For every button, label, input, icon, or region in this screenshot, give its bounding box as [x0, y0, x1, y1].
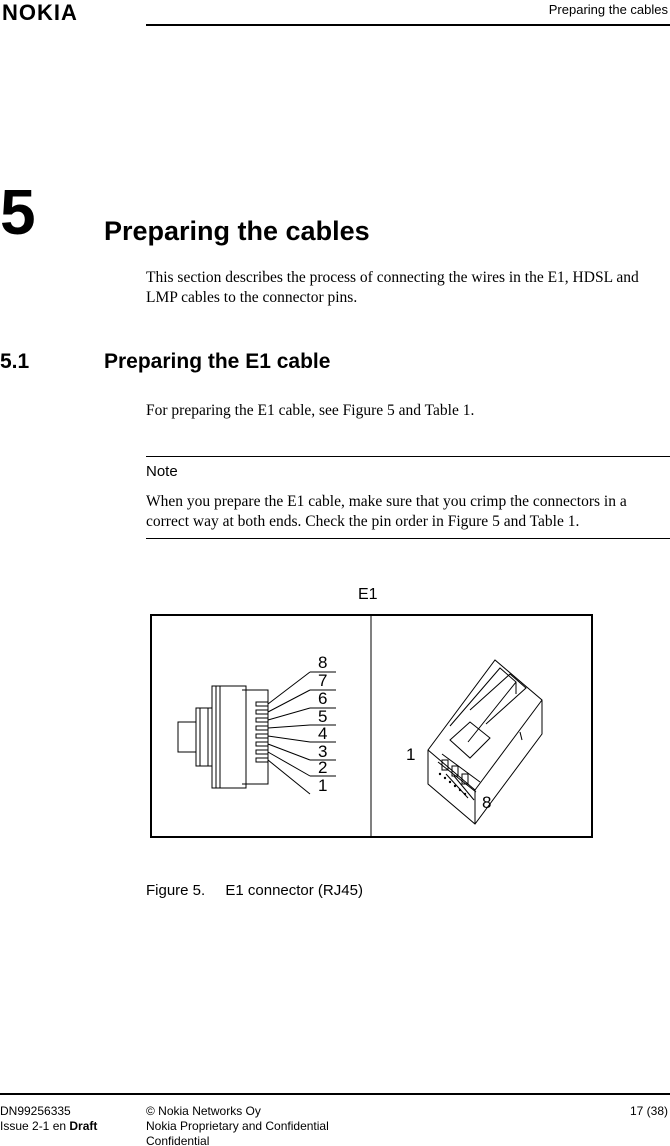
pin-label-7: 7: [318, 671, 328, 690]
note-rule-bottom: [146, 538, 670, 539]
chapter-title: Preparing the cables: [104, 216, 370, 246]
footer-proprietary: Nokia Proprietary and Confidential: [146, 1119, 329, 1133]
footer-confidential: Confidential: [146, 1134, 210, 1146]
plug-side-view: [178, 686, 268, 788]
pin-label-4: 4: [318, 724, 328, 743]
footer-left: [0, 1104, 97, 1134]
pin-label-right-8: 8: [482, 793, 492, 812]
pin-label-3: 3: [318, 742, 328, 761]
footer-rule: [0, 1093, 670, 1095]
note-label: Note: [146, 463, 178, 480]
footer-doc-id: DN99256335: [0, 1104, 71, 1118]
section-paragraph: For preparing the E1 cable, see Figure 5 and Table 1.: [146, 402, 475, 419]
figure-caption: [146, 882, 363, 899]
footer-issue: [0, 1119, 97, 1134]
rj45-connector-diagram: [150, 614, 594, 840]
footer-issue-prefix: Issue 2-1 en: [0, 1119, 70, 1133]
section-title: Preparing the E1 cable: [104, 350, 331, 373]
pin-label-2: 2: [318, 758, 328, 777]
pin-label-8: 8: [318, 653, 328, 672]
footer-middle: [146, 1104, 329, 1146]
pin-label-6: 6: [318, 689, 328, 708]
pin-label-right-1: 1: [406, 745, 416, 764]
note-rule-top: [146, 456, 670, 457]
pin-label-1: 1: [318, 776, 328, 795]
nokia-logo: NOKIA: [2, 0, 78, 25]
chapter-number: 5: [0, 176, 36, 248]
footer-copyright: © Nokia Networks Oy: [146, 1104, 261, 1118]
chapter-intro: This section describes the process of connecting the wires in the E1, HDSL and LMP cables to the connector pins.: [146, 269, 639, 306]
footer-issue-status: Draft: [69, 1119, 98, 1133]
section-number: 5.1: [0, 350, 30, 373]
header-rule: [146, 24, 670, 26]
pin-label-5: 5: [318, 707, 328, 726]
running-header-title: Preparing the cables: [548, 2, 668, 17]
figure-caption-number: Figure 5.: [146, 882, 206, 899]
footer-page-number: 17 (38): [629, 1104, 668, 1118]
figure-caption-text: E1 connector (RJ45): [225, 882, 363, 899]
figure-label: E1: [358, 586, 378, 603]
note-text: When you prepare the E1 cable, make sure that you crimp the connectors in a correct way at both ends. Check the pin order in Figure 5 and Table 1.: [146, 493, 627, 530]
